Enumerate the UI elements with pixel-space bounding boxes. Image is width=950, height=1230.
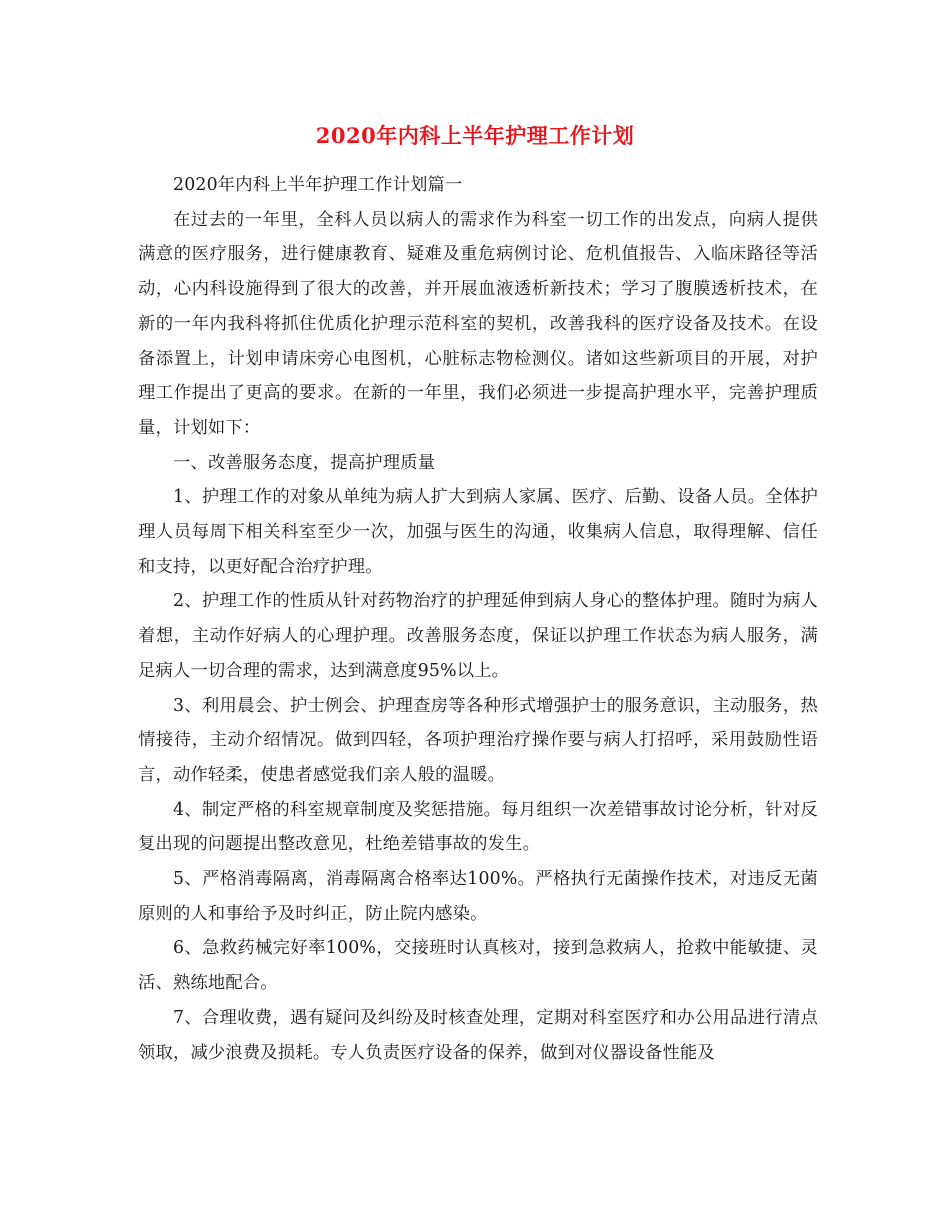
list-item: 2、护理工作的性质从针对药物治疗的护理延伸到病人身心的整体护理。随时为病人着想，主动作好病人的心理护理。改善服务态度，保证以护理工作状态为病人服务，满足病人一切合理的需求，达到满意度95%以上。	[138, 591, 818, 681]
intro-paragraph: 在过去的一年里，全科人员以病人的需求作为科室一切工作的出发点，向病人提供满意的医疗服务，进行健康教育、疑难及重危病例讨论、危机值报告、入临床路径等活动，心内科设施得到了很大的改善，并开展血液透析新技术；学习了腹膜透析技术，在新的一年内我科将抓住优质化护理示范科室的契机，改善我科的医疗设备及技术。在设备添置上，计划申请床旁心电图机，心脏标志物检测仪。诸如这些新项目的开展，对护理工作提出了更高的要求。在新的一年里，我们必须进一步提高护理水平，完善护理质量，计划如下：	[138, 209, 818, 438]
list-item: 6、急救药械完好率100%，交接班时认真核对，接到急救病人，抢救中能敏捷、灵活、熟练地配合。	[138, 938, 818, 994]
document-body	[138, 168, 818, 1070]
section-heading: 2020年内科上半年护理工作计划篇一	[173, 175, 463, 195]
list-item: 3、利用晨会、护士例会、护理查房等各种形式增强护士的服务意识，主动服务，热情接待，主动介绍情况。做到四轻，各项护理治疗操作要与病人打招呼，采用鼓励性语言，动作轻柔，使患者感觉我们亲人般的温暖。	[138, 695, 818, 785]
list-item: 1、护理工作的对象从单纯为病人扩大到病人家属、医疗、后勤、设备人员。全体护理人员每周下相关科室至少一次，加强与医生的沟通，收集病人信息，取得理解、信任和支持，以更好配合治疗护理。	[138, 487, 818, 577]
list-item: 5、严格消毒隔离，消毒隔离合格率达100%。严格执行无菌操作技术，对违反无菌原则的人和事给予及时纠正，防止院内感染。	[138, 869, 818, 924]
list-item: 4、制定严格的科室规章制度及奖惩措施。每月组织一次差错事故讨论分析，针对反复出现的问题提出整改意见，杜绝差错事故的发生。	[138, 799, 818, 855]
section-heading: 一、改善服务态度，提高护理质量	[173, 452, 436, 473]
list-item: 7、合理收费，遇有疑问及纠纷及时核查处理，定期对科室医疗和办公用品进行清点领取，减少浪费及损耗。专人负责医疗设备的保养，做到对仪器设备性能及	[138, 1007, 818, 1063]
document-title: 2020年内科上半年护理工作计划	[315, 123, 635, 148]
